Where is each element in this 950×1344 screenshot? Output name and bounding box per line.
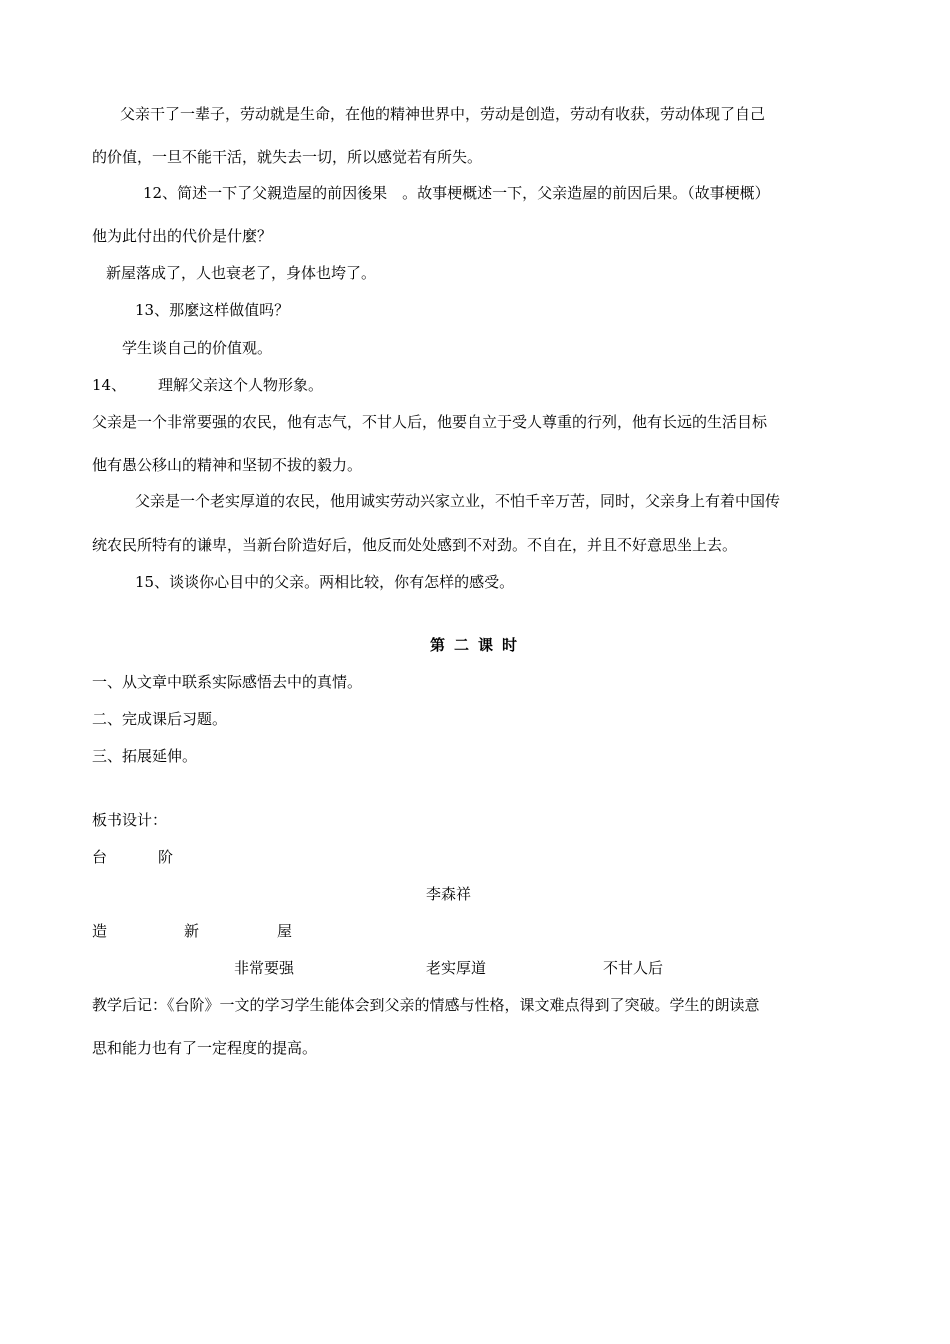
afterword-line: 思和能力也有了一定程度的提高。 [92, 1039, 318, 1057]
answer-line: 新屋落成了，人也衰老了，身体也垮了。 [106, 264, 377, 282]
paragraph-line: 父亲干了一辈子，劳动就是生命，在他的精神世界中，劳动是创造，劳动有收获，劳动体现了自己 [120, 105, 766, 123]
paragraph-line: 的价值，一旦不能干活，就失去一切，所以感觉若有所失。 [92, 148, 483, 166]
answer-line: 学生谈自己的价值观。 [122, 339, 273, 357]
board-build-char: 屋 [277, 922, 293, 940]
question-14-text: 理解父亲这个人物形象。 [158, 376, 324, 394]
step-item: 一、从文章中联系实际感悟去中的真情。 [92, 673, 363, 691]
paragraph-line: 他为此付出的代价是什麼？ [92, 227, 273, 245]
paragraph-line: 父亲是一个非常要强的农民，他有志气，不甘人后，他要自立于受人尊重的行列，他有长远的生活目标 [92, 413, 768, 431]
board-title-char: 阶 [158, 848, 174, 866]
board-design-label: 板书设计： [92, 811, 168, 829]
step-item: 三、拓展延伸。 [92, 747, 198, 765]
paragraph-line: 他有愚公移山的精神和坚韧不拔的毅力。 [92, 456, 363, 474]
question-15: 15、谈谈你心目中的父亲。两相比较，你有怎样的感受。 [135, 573, 515, 591]
board-build-char: 造 [92, 922, 108, 940]
paragraph-line: 统农民所特有的谦卑，当新台阶造好后，他反而处处感到不对劲。不自在，并且不好意思坐上去。 [92, 536, 738, 554]
board-author: 李森祥 [426, 885, 472, 903]
board-trait: 不甘人后 [603, 959, 664, 977]
question-14-number: 14、 [92, 376, 127, 394]
board-build-char: 新 [184, 922, 200, 940]
question-12: 12、简述一下了父親造屋的前因後果 。故事梗概述一下，父亲造屋的前因后果。（故事梗概） [143, 184, 770, 202]
board-title-char: 台 [92, 848, 108, 866]
section-title: 第二课时 [430, 636, 527, 654]
question-13: 13、那麼这样做值吗？ [135, 301, 290, 319]
board-trait: 老实厚道 [426, 959, 487, 977]
board-trait: 非常要强 [234, 959, 295, 977]
afterword-line: 教学后记：《台阶》一文的学习学生能体会到父亲的情感与性格，课文难点得到了突破。学生的朗读意 [92, 996, 760, 1014]
step-item: 二、完成课后习题。 [92, 710, 228, 728]
paragraph-line: 父亲是一个老实厚道的农民，他用诚实劳动兴家立业，不怕千辛万苦，同时，父亲身上有着中国传 [135, 492, 781, 510]
